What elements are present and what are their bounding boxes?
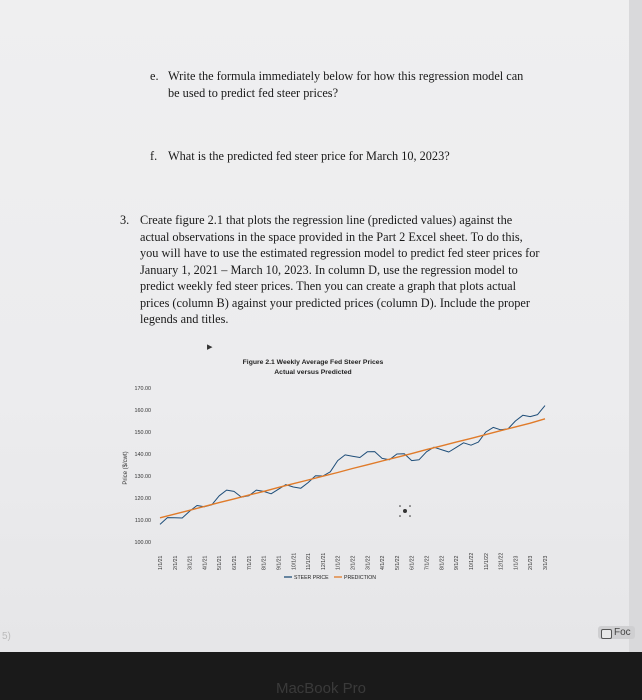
x-tick-label: 5/1/22 [394,555,401,570]
question-3-line: actual observations in the space provided in the Part 2 Excel sheet. To do this, [140,229,523,244]
question-3-line: January 1, 2021 – March 10, 2023. In column D, use the regression model to [140,262,518,277]
chart-legend [284,575,376,581]
y-tick-label: 160.00 [134,408,151,414]
chart-x-ticks [158,553,549,570]
x-tick-label: 10/1/22 [468,552,475,570]
legend-label-prediction: PREDICTION [344,575,376,581]
x-tick-label: 6/1/22 [409,555,416,570]
question-3-line: Create figure 2.1 that plots the regression line (predicted values) against the [140,213,513,227]
x-tick-label: 8/1/21 [261,555,268,570]
x-tick-label: 11/1/22 [483,553,490,570]
x-tick-label: 12/1/22 [498,552,505,570]
x-tick-label: 7/1/22 [424,555,431,570]
y-tick-label: 100.00 [134,540,151,546]
chart-y-ticks [135,386,152,546]
question-f-text: What is the predicted fed steer price for March 10, 2023? [168,149,450,163]
x-tick-label: 9/1/21 [276,555,283,570]
laptop-brand: MacBook Pro [275,680,367,697]
y-tick-label: 150.00 [134,430,151,436]
x-tick-label: 2/1/23 [528,555,535,570]
y-tick-label: 130.00 [134,474,151,480]
y-tick-label: 140.00 [134,452,151,458]
question-3-line: legends and titles. [140,312,229,326]
x-tick-label: 4/1/22 [380,555,387,570]
chart-title: Figure 2.1 Weekly Average Fed Steer Prices [242,359,384,366]
x-tick-label: 1/1/22 [335,555,342,570]
question-3-number: 3. [120,213,130,227]
x-tick-label: 4/1/21 [202,555,209,570]
series-line-prediction [160,419,545,518]
focus-button[interactable]: Foc [598,626,635,639]
focus-icon [601,629,612,639]
x-tick-label: 2/1/22 [350,555,357,570]
y-tick-label: 120.00 [134,496,151,502]
x-tick-label: 1/1/23 [513,555,520,570]
x-tick-label: 1/1/21 [158,555,164,570]
chart-subtitle: Actual versus Predicted [274,369,352,376]
y-tick-label: 110.00 [134,518,151,524]
x-tick-label: 7/1/21 [246,555,253,570]
x-tick-label: 12/1/21 [320,552,327,570]
legend-label-steer-price: STEER PRICE [294,575,329,581]
x-tick-label: 5/1/21 [217,555,224,570]
question-f-label: f. [150,149,158,163]
x-tick-label: 8/1/22 [439,555,446,570]
y-tick-label: 170.00 [134,386,151,392]
question-3-line: prices (column B) against your predicted prices (column D). Include the proper [140,295,530,310]
chart-series [160,406,545,525]
x-tick-label: 3/1/23 [543,555,549,570]
question-e-line2: be used to predict fed steer prices? [168,85,339,100]
selection-sparkle-icon [399,505,411,517]
mouse-cursor-icon: ▸ [207,341,213,353]
x-tick-label: 2/1/21 [172,555,179,570]
x-tick-label: 6/1/21 [232,555,239,570]
chart-y-axis-label: Price ($/cwt) [123,451,129,485]
question-3-line: predict weekly fed steer prices. Then you can create a graph that plots actual [140,279,517,293]
x-tick-label: 3/1/22 [365,555,372,570]
series-line-steer-price [160,406,545,525]
x-tick-label: 3/1/21 [187,555,194,570]
question-e-label: e. [150,69,159,83]
x-tick-label: 11/1/21 [306,553,313,570]
side-mark: 5) [2,631,11,642]
x-tick-label: 9/1/22 [454,555,461,570]
question-e-line1: Write the formula immediately below for how this regression model can [168,69,524,83]
x-tick-label: 10/1/21 [291,552,298,570]
question-3-line: you will have to use the estimated regression model to predict fed steer prices for [140,246,540,260]
